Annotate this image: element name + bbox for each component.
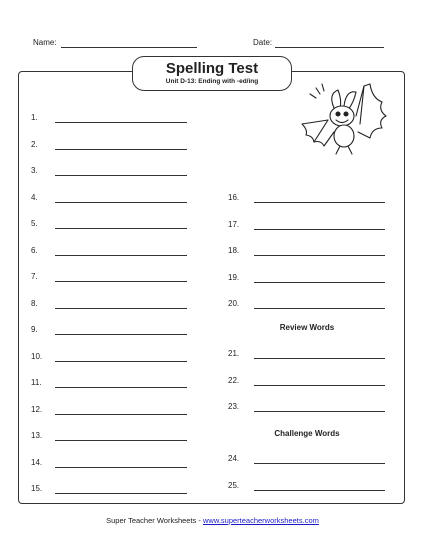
item-number: 3. [31, 166, 38, 175]
item-number: 2. [31, 139, 38, 149]
date-field[interactable] [253, 38, 272, 47]
footer-text: Super Teacher Worksheets - [106, 516, 203, 525]
footer-link[interactable]: www.superteacherworksheets.com [202, 516, 319, 525]
answer-line[interactable] [55, 334, 187, 335]
answer-line[interactable] [55, 122, 187, 123]
answer-line[interactable] [55, 255, 187, 256]
bat-mascot-icon [298, 80, 390, 168]
item-number: 20. [228, 299, 240, 308]
item-number: 11. [31, 378, 42, 387]
answer-line[interactable] [55, 440, 187, 441]
name-field[interactable] [33, 38, 57, 47]
answer-line[interactable] [254, 308, 385, 309]
item-number: 8. [31, 298, 38, 308]
answer-line[interactable] [254, 358, 385, 359]
item-number: 10. [31, 351, 43, 361]
answer-line[interactable] [254, 282, 385, 283]
item-number: 12. [31, 404, 43, 414]
page-title: Spelling Test [165, 60, 259, 77]
item-number: 19. [228, 272, 240, 282]
answer-line[interactable] [55, 149, 187, 150]
item-number: 16. [228, 193, 240, 202]
item-number: 24. [228, 454, 240, 463]
date-line[interactable] [275, 47, 384, 48]
answer-line[interactable] [55, 202, 187, 203]
answer-line[interactable] [55, 493, 187, 494]
answer-line[interactable] [254, 411, 385, 412]
item-number: 18. [228, 246, 240, 255]
answer-line[interactable] [55, 175, 187, 176]
answer-line[interactable] [55, 414, 187, 415]
footer [0, 516, 425, 525]
item-number: 17. [228, 219, 240, 229]
page-subtitle: Unit D-13: Ending with -ed/ing [165, 78, 259, 85]
item-number: 22. [228, 375, 240, 385]
item-number: 14. [31, 457, 43, 467]
item-number: 23. [228, 402, 240, 411]
item-number: 1. [31, 113, 38, 122]
answer-line[interactable] [55, 228, 187, 229]
answer-line[interactable] [254, 255, 385, 256]
answer-line[interactable] [254, 229, 385, 230]
review-words-heading: Review Words [279, 323, 335, 332]
answer-line[interactable] [55, 361, 187, 362]
item-number: 9. [31, 325, 38, 334]
item-number: 7. [31, 272, 38, 281]
item-number: 13. [31, 431, 43, 440]
item-number: 6. [31, 245, 38, 255]
title-box [132, 56, 292, 91]
item-number: 25. [228, 480, 240, 490]
name-line[interactable] [61, 47, 197, 48]
answer-line[interactable] [55, 281, 187, 282]
answer-line[interactable] [55, 308, 187, 309]
name-label: Name: [33, 38, 57, 47]
answer-line[interactable] [55, 387, 187, 388]
answer-line[interactable] [254, 385, 385, 386]
item-number: 4. [31, 192, 38, 202]
answer-line[interactable] [254, 202, 385, 203]
answer-line[interactable] [254, 463, 385, 464]
answer-line[interactable] [55, 467, 187, 468]
item-number: 5. [31, 219, 38, 228]
item-number: 21. [228, 349, 240, 358]
answer-line[interactable] [254, 490, 385, 491]
challenge-words-heading: Challenge Words [274, 429, 340, 438]
date-label: Date: [253, 38, 273, 47]
item-number: 15. [31, 484, 43, 493]
